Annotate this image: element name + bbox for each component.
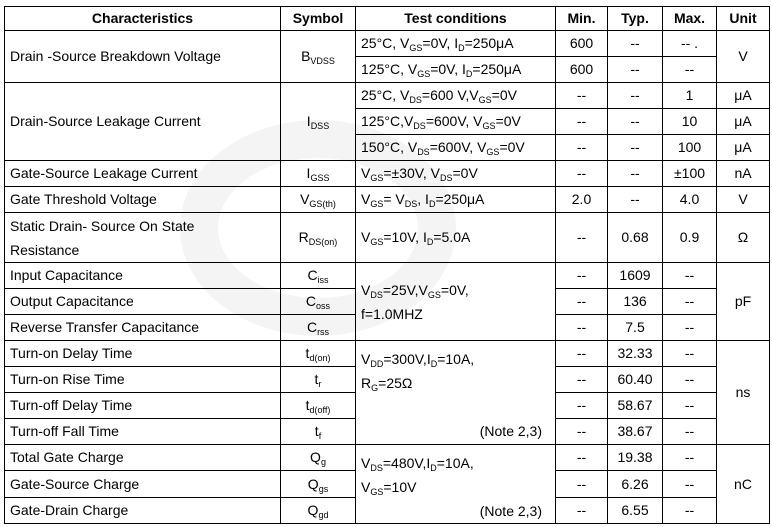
test-condition: $V_{DS}=480V,I_D=10A$, $V_{GS}=10V$ (Note 2,3) [356, 445, 556, 524]
param-name: Gate-Source Leakage Current [5, 161, 281, 187]
value-min: -- [556, 263, 608, 289]
value-typ: 6.55 [608, 498, 663, 524]
value-unit: pF [717, 263, 770, 341]
test-condition: $V_{GS}=10V$, $I_D=5.0A$ [356, 213, 556, 263]
header-row [5, 7, 770, 31]
param-name: Gate-Source Charge [5, 471, 281, 498]
value-max: -- [663, 498, 717, 524]
header-characteristics: Characteristics [5, 7, 281, 31]
param-name: Turn-on Delay Time [5, 341, 281, 367]
param-symbol: $I_{GSS}$ [281, 161, 356, 187]
param-name: Turn-off Delay Time [5, 393, 281, 419]
value-typ: 19.38 [608, 445, 663, 471]
param-symbol: $I_{DSS}$ [281, 83, 356, 161]
value-unit: V [717, 31, 770, 83]
value-typ: 60.40 [608, 367, 663, 393]
test-condition: 25°C, $V_{GS}=0V$, $I_D=250\mu A$ [356, 31, 556, 57]
table-row [5, 213, 770, 263]
value-typ: -- [608, 31, 663, 57]
value-typ: 136 [608, 289, 663, 315]
value-min: -- [556, 83, 608, 109]
param-name: Output Capacitance [5, 289, 281, 315]
value-min: -- [556, 498, 608, 524]
value-max: -- [663, 445, 717, 471]
header-typ: Typ. [608, 7, 663, 31]
param-name: Total Gate Charge [5, 445, 281, 471]
test-condition: 25°C, $V_{DS}=600$ $V,V_{GS}=0V$ [356, 83, 556, 109]
value-min: -- [556, 419, 608, 445]
table-row [5, 341, 770, 367]
value-min: -- [556, 315, 608, 341]
note: (Note 2,3) [479, 503, 542, 519]
characteristics-table [4, 6, 770, 524]
value-max: 0.9 [663, 213, 717, 263]
param-symbol: $B_{VDSS}$ [281, 31, 356, 83]
value-unit: nC [717, 445, 770, 524]
value-unit: Ω [717, 213, 770, 263]
param-name: Turn-on Rise Time [5, 367, 281, 393]
header-test-conditions: Test conditions [356, 7, 556, 31]
note: (Note 2,3) [479, 423, 542, 439]
param-symbol: $R_{DS(on)}$ [281, 213, 356, 263]
value-max: -- [663, 341, 717, 367]
test-condition: $V_{GS}= V_{DS}$, $I_D=250\mu A$ [356, 187, 556, 213]
table-row [5, 445, 770, 471]
value-typ: -- [608, 161, 663, 187]
header-symbol: Symbol [281, 7, 356, 31]
table-row [5, 83, 770, 109]
value-max: -- . [663, 31, 717, 57]
table-row [5, 161, 770, 187]
param-name: Gate-Drain Charge [5, 498, 281, 524]
value-min: -- [556, 393, 608, 419]
param-name: Reverse Transfer Capacitance [5, 315, 281, 341]
header-unit: Unit [717, 7, 770, 31]
value-typ: 7.5 [608, 315, 663, 341]
param-symbol: $t_{d(on)}$ [281, 341, 356, 367]
value-max: ±100 [663, 161, 717, 187]
test-condition: $V_{DS}=25V,V_{GS}=0V$, f=1.0MHZ [356, 263, 556, 341]
test-condition: 125°C, $V_{GS}=0V$, $I_D=250\mu A$ [356, 57, 556, 83]
value-typ: 32.33 [608, 341, 663, 367]
header-min: Min. [556, 7, 608, 31]
test-condition: $V_{GS}=\pm 30V$, $V_{DS}=0V$ [356, 161, 556, 187]
param-symbol: $Q_{gd}$ [281, 498, 356, 524]
value-min: 2.0 [556, 187, 608, 213]
value-min: -- [556, 367, 608, 393]
value-max: 4.0 [663, 187, 717, 213]
value-min: 600 [556, 57, 608, 83]
value-min: -- [556, 213, 608, 263]
param-symbol: $V_{GS(th)}$ [281, 187, 356, 213]
value-unit: μA [717, 135, 770, 161]
value-max: -- [663, 315, 717, 341]
value-max: -- [663, 367, 717, 393]
value-min: -- [556, 341, 608, 367]
value-min: -- [556, 471, 608, 498]
value-min: -- [556, 289, 608, 315]
param-symbol: $t_f$ [281, 419, 356, 445]
param-symbol: $t_r$ [281, 367, 356, 393]
value-typ: -- [608, 109, 663, 135]
value-unit: ns [717, 341, 770, 445]
value-typ: -- [608, 83, 663, 109]
value-max: -- [663, 471, 717, 498]
value-typ: -- [608, 135, 663, 161]
param-name: Drain-Source Leakage Current [5, 83, 281, 161]
value-unit: nA [717, 161, 770, 187]
value-min: -- [556, 161, 608, 187]
value-max: 1 [663, 83, 717, 109]
table-row [5, 31, 770, 57]
value-typ: 1609 [608, 263, 663, 289]
value-max: -- [663, 393, 717, 419]
param-symbol: $C_{iss}$ [281, 263, 356, 289]
value-min: -- [556, 109, 608, 135]
value-max: -- [663, 419, 717, 445]
param-name: Gate Threshold Voltage [5, 187, 281, 213]
value-min: -- [556, 445, 608, 471]
value-typ: -- [608, 57, 663, 83]
value-unit: μA [717, 83, 770, 109]
test-condition: $125^\circ C,V_{DS}=600V$, $V_{GS}=0V$ [356, 109, 556, 135]
value-unit: μA [717, 109, 770, 135]
param-name: Turn-off Fall Time [5, 419, 281, 445]
value-typ: -- [608, 187, 663, 213]
table-row [5, 187, 770, 213]
header-max: Max. [663, 7, 717, 31]
value-max: -- [663, 263, 717, 289]
param-name: Input Capacitance [5, 263, 281, 289]
value-max: 100 [663, 135, 717, 161]
param-symbol: $C_{rss}$ [281, 315, 356, 341]
value-typ: 0.68 [608, 213, 663, 263]
param-symbol: $t_{d(off)}$ [281, 393, 356, 419]
param-symbol: $Q_{gs}$ [281, 471, 356, 498]
value-max: -- [663, 289, 717, 315]
test-condition: 150°C, $V_{DS}=600V$, $V_{GS}=0V$ [356, 135, 556, 161]
watermark-text: ​ [149, 275, 191, 369]
table-row [5, 263, 770, 289]
value-typ: 58.67 [608, 393, 663, 419]
param-symbol: $C_{oss}$ [281, 289, 356, 315]
value-max: 10 [663, 109, 717, 135]
value-max: -- [663, 57, 717, 83]
param-name: Drain -Source Breakdown Voltage [5, 31, 281, 83]
param-name: Static Drain- Source On State Resistance [5, 213, 281, 263]
value-typ: 38.67 [608, 419, 663, 445]
value-unit: V [717, 187, 770, 213]
value-min: -- [556, 135, 608, 161]
value-typ: 6.26 [608, 471, 663, 498]
value-min: 600 [556, 31, 608, 57]
param-symbol: $Q_g$ [281, 445, 356, 471]
test-condition: $V_{DD}=300V,I_D=10A$, $R_G=25\Omega$ (Note 2,3) [356, 341, 556, 445]
